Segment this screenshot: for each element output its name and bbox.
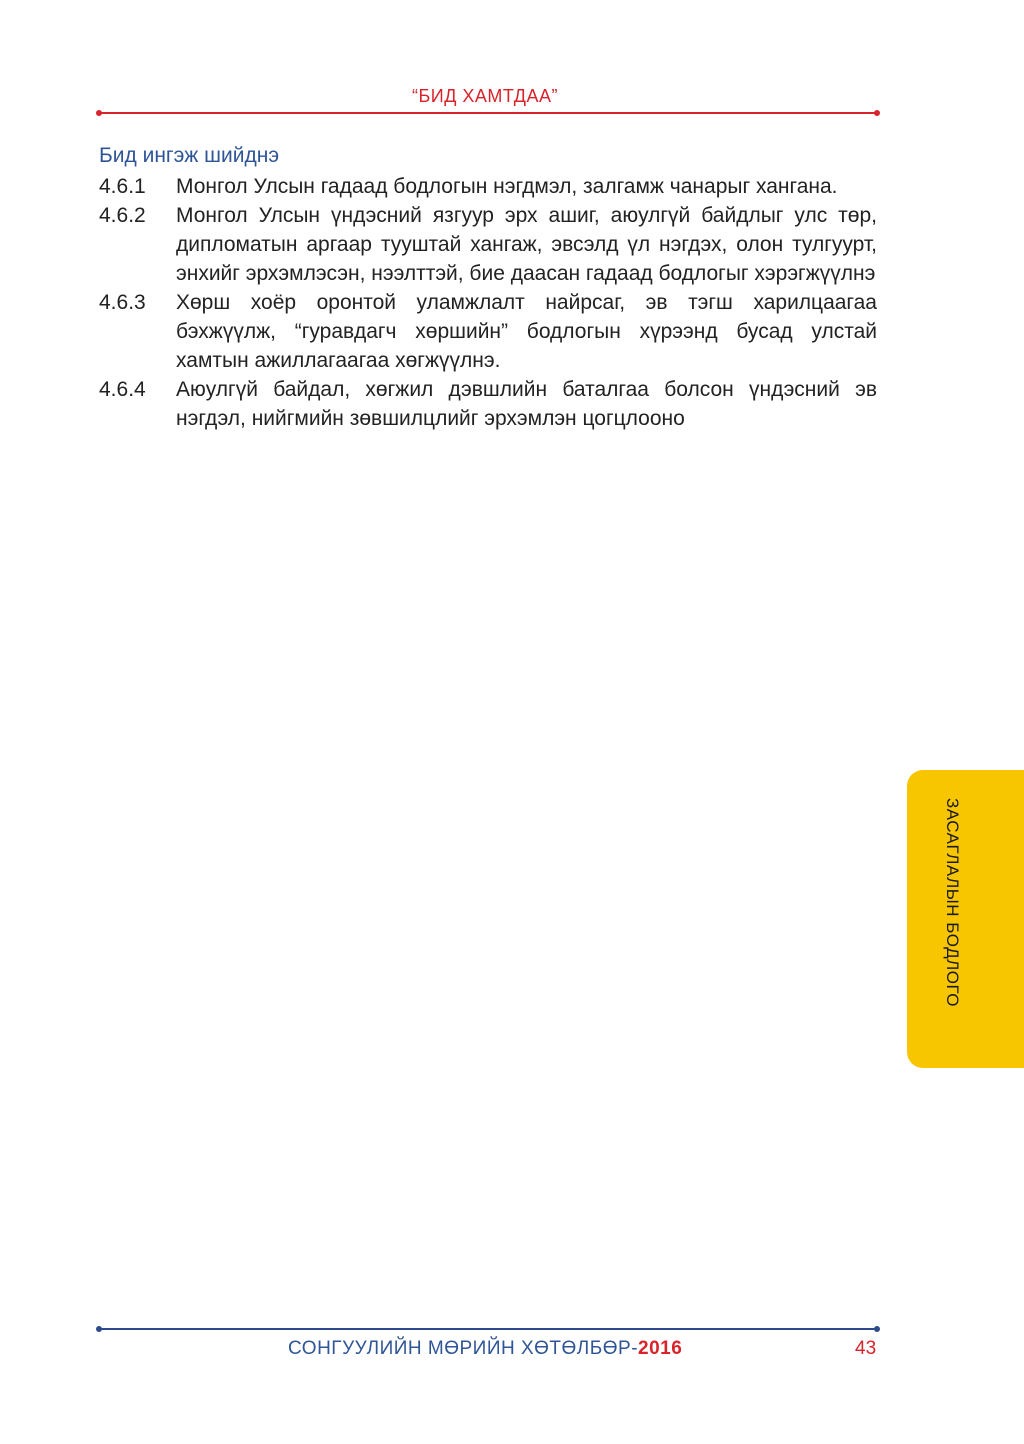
- item-number: 4.6.3: [99, 291, 146, 314]
- item-number: 4.6.4: [99, 378, 146, 401]
- list-item: [99, 375, 877, 433]
- header-divider: [99, 112, 877, 114]
- chapter-tab-label: ЗАСАГЛАЛЫН БОДЛОГО: [943, 798, 962, 1007]
- list-item: [99, 288, 877, 375]
- item-text: Монгол Улсын үндэсний язгуур эрх ашиг, аюулгүй байдлыг улс төр, дипломатын аргаар тууштай хангаж, эвсэлд үл нэгдэх, олон тулгуурт, энхийг эрхэмлэсэн, нээлттэй, бие даасан гадаад бодлогыг хэрэгжүүлнэ: [176, 204, 877, 285]
- header-title: “БИД ХАМТДАА”: [411, 86, 559, 106]
- page-number: 43: [855, 1338, 877, 1359]
- footer-title: [288, 1338, 682, 1360]
- footer-year: 2016: [638, 1338, 683, 1359]
- item-text: Хөрш хоёр оронтой уламжлалт найрсаг, эв тэгш харилцаагаа бэхжүүлж, “гуравдагч хөршийн” бодлогын хүрээнд бусад улстай хамтын ажиллагаагаа хөгжүүлнэ.: [176, 291, 877, 372]
- list-item: [99, 172, 877, 201]
- section-heading: Бид ингэж шийднэ: [99, 144, 280, 167]
- item-number: 4.6.2: [99, 204, 146, 227]
- policy-list: [99, 172, 877, 433]
- item-text: Аюулгүй байдал, хөгжил дэвшлийн баталгаа болсон үндэсний эв нэгдэл, нийгмийн зөвшилцлийг эрхэмлэн цогцлооно: [176, 378, 877, 430]
- footer-title-text: СОНГУУЛИЙН МӨРИЙН ХӨТӨЛБӨР-: [288, 1338, 639, 1359]
- chapter-tab: [907, 770, 1024, 1068]
- footer-divider: [99, 1328, 877, 1330]
- item-text: Монгол Улсын гадаад бодлогын нэгдмэл, залгамж чанарыг хангана.: [176, 175, 838, 198]
- item-number: 4.6.1: [99, 175, 146, 198]
- list-item: [99, 201, 877, 288]
